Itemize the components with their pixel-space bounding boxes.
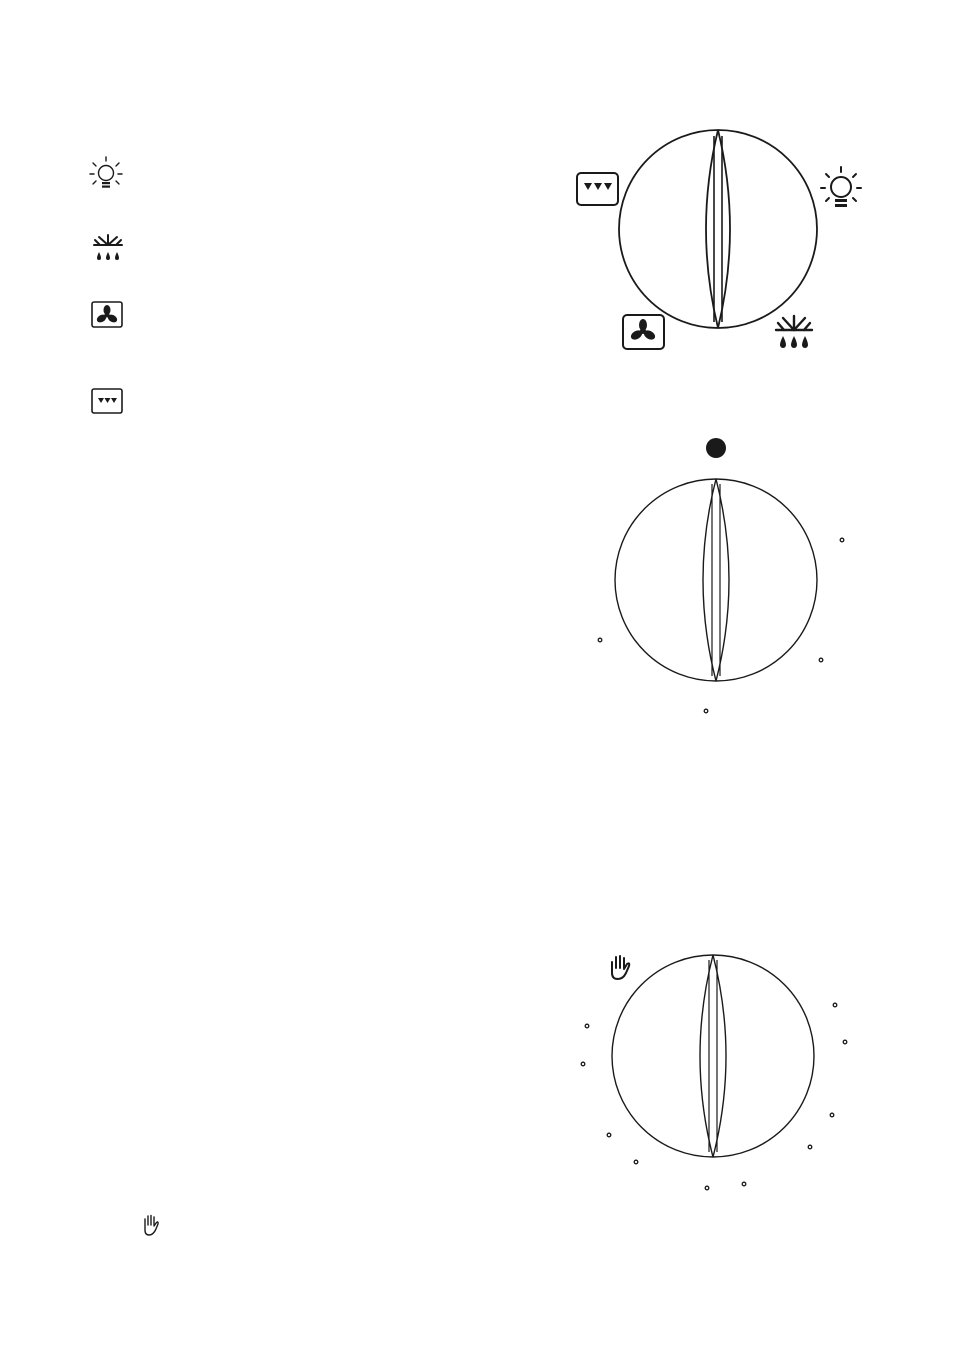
knob-handle xyxy=(706,130,730,328)
knob-dial xyxy=(619,130,817,328)
knob-indicator-dot xyxy=(706,438,726,458)
legend-grill-icon xyxy=(91,388,125,416)
knob-dial xyxy=(612,955,814,1157)
knob-defrost-icon xyxy=(776,316,812,348)
temperature-knob[interactable] xyxy=(585,430,860,720)
legend-fan-icon xyxy=(91,301,125,329)
position-marks xyxy=(598,538,844,713)
legend-hand-icon xyxy=(140,1213,162,1237)
timer-knob[interactable] xyxy=(570,945,860,1195)
legend-lamp-icon xyxy=(86,154,126,196)
knob-fan-icon xyxy=(623,315,664,349)
knob-dial xyxy=(615,479,817,681)
legend-defrost-icon xyxy=(90,232,126,266)
knob-handle xyxy=(700,955,726,1157)
knob-hand-icon xyxy=(612,956,629,979)
knob-handle xyxy=(703,479,729,681)
function-selector-knob[interactable] xyxy=(570,120,870,360)
knob-grill-icon xyxy=(577,173,618,205)
knob-lamp-icon xyxy=(821,167,861,201)
